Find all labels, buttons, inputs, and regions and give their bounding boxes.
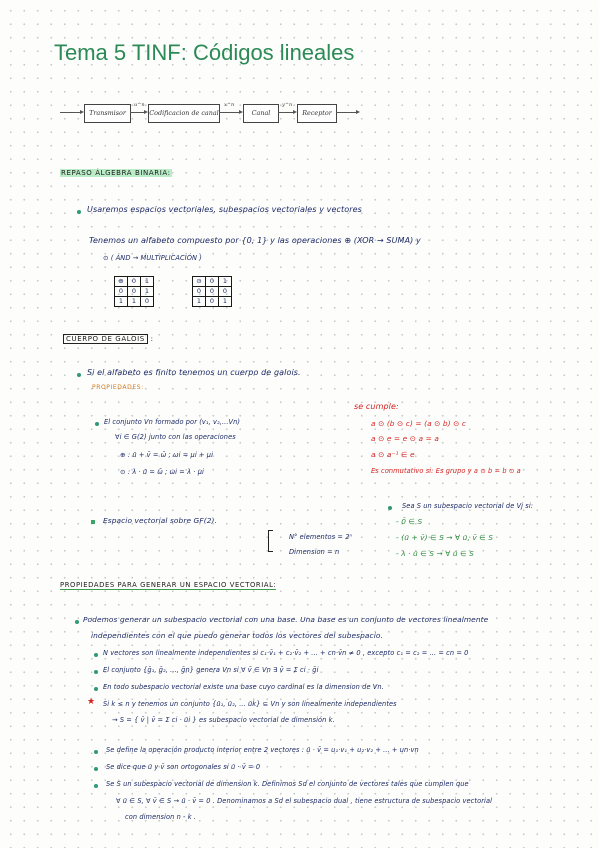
bullet-icon [95, 422, 99, 426]
diagram-block-codificacion: Codificacion de canal [148, 104, 220, 123]
brace-icon [268, 530, 273, 552]
galois-line-1: Si el alfabeto es finito tenemos un cuerpo de galois. [87, 368, 301, 377]
base-cardinal: En todo subespacio vectorial existe una base cuyo cardinal es la dimension de Vn. [103, 683, 384, 691]
star-icon: ★ [87, 697, 96, 707]
link-label-xn: x^n [224, 102, 235, 108]
n-elementos: N° elementos = 2ⁿ [289, 533, 353, 541]
bullet-icon [91, 520, 95, 524]
si-k-menor-n: Si k ≤ n y tenemos un conjunto {ū₁, ū₂, ... ūk} ⊆ Vn y son linealmente independientes [103, 700, 397, 708]
bullet-icon [94, 687, 98, 691]
bullet-icon [77, 373, 81, 377]
lin-indep: N vectores son linealmente independientes si c₁·v̄₁ + c₂·v̄₂ + ... + cn·v̄n ≠ 0 , excepto c₁ = c₂ = ... = cn = 0 [103, 649, 469, 657]
bullet-icon [94, 670, 98, 674]
diagram-block-receptor: Receptor [297, 104, 337, 123]
subespacio-intro: Sea S un subespacio vectorial de Vj si: [402, 502, 534, 510]
bullet-icon [75, 620, 79, 624]
page-title: Tema 5 TINF: Códigos lineales [54, 40, 355, 65]
subespacio-cond-2: - (ū + v̄) ∈ S → ∀ ū, v̄ ∈ S [396, 533, 494, 542]
section-heading-propiedades: PROPIEDADES PARA GENERAR UN ESPACIO VECTORIAL: [60, 581, 277, 589]
bullet-icon [94, 653, 98, 657]
base-line-a: Podemos generar un subespacio vectorial con una base. Una base es un conjunto de vectores linealmente [83, 615, 489, 624]
op-mul: ⊙ : λ · ū = ω̄ ; ωi = λ · μi [120, 468, 204, 476]
bullet-icon [94, 767, 98, 771]
s-dimension-k: → S = { v̄ | v̄ = Σ ci · ūi } es subespacio vectorial de dimensión k. [112, 716, 335, 724]
link-label-un: u^n [134, 102, 145, 108]
diagram-block-transmisor: Transmisor [84, 104, 131, 123]
communication-diagram [60, 101, 360, 125]
dual-line-c: con dimension n - k . [125, 813, 197, 821]
dimension: Dimension = n [289, 548, 340, 556]
bullet-icon [388, 506, 392, 510]
section-heading-galois: CUERPO DE GALOIS : [63, 335, 154, 343]
dual-line-b: ∀ ū ∈ S, ∀ v̄ ∈ S → ū · v̄ = 0 . Denominamos a Sd el subespacio dual , tiene estructura de subespacio vectorial [116, 797, 493, 805]
producto-interior: Se define la operación producto interior entre 2 vectores : ū · v̄ = u₁·v₁ + u₂·v₂ + ... + un·vn [106, 746, 419, 754]
subespacio-cond-3: - λ · ū ∈ S → ∀ ū ∈ S [396, 549, 474, 558]
diagram-block-canal: Canal [243, 104, 279, 123]
conjunto-line-1: El conjunto Vn formado por (v₁, v₂,...Vn) [104, 418, 241, 426]
algebra-line-2b: ⊙ ( AND → MULTIPLICACIÓN ) [103, 254, 202, 262]
ortogonales: Se dice que ū y v̄ son ortogonales si ū · v̄ = 0 [106, 763, 261, 771]
genera-vn: El conjunto {ḡ₁, ḡ₂, ..., ḡn} genera Vn si ∀ v̄ ∈ Vn ∃ v̄ = Σ ci · ḡi [103, 666, 319, 674]
espacio-vectorial: Espacio vectorial sobre GF(2). [103, 516, 217, 525]
rule-2: a ⊙ e = e ⊙ a = a [371, 434, 439, 443]
algebra-line-2a: Tenemos un alfabeto compuesto por {0, 1} y las operaciones ⊕ (XOR → SUMA) y [89, 236, 421, 245]
rule-3: a ⊙ a⁻¹ ∈ e [371, 450, 415, 459]
conjunto-line-2: ∀i ∈ G(2) junto con las operaciones [115, 433, 236, 441]
subespacio-cond-1: - 0̄ ∈ S [396, 517, 423, 526]
bullet-icon [77, 210, 81, 214]
algebra-line-1: Usaremos espacios vectoriales, subespacios vectoriales y vectores [87, 205, 362, 214]
props-label: PROPIEDADES: [92, 384, 144, 391]
op-sum: ⊕ : ū + v̄ = ω̄ ; ωi = μi + μi [120, 451, 214, 459]
section-heading-algebra: REPASO ÁLGEBRA BINARIA: [61, 169, 171, 177]
rule-1: a ⊙ (b ⊙ c) = (a ⊙ b) ⊙ c [371, 419, 467, 428]
xor-table: ⊕ 0 1 0 0 1 1 1 0 [114, 276, 154, 307]
bullet-icon [94, 784, 98, 788]
dual-line-a: Se S un subespacio vectorial de dimension k. Definimos Sd el conjunto de vectores tales que cumplen que [106, 780, 469, 788]
rule-4: Es conmutativo si: Es grupo y a ⊙ b = b ⊙ a [371, 467, 521, 475]
bullet-icon [94, 750, 98, 754]
and-table: ⊙ 0 1 0 0 0 1 0 1 [192, 276, 232, 307]
base-line-b: independientes con el que puedo generar todos los vectores del subespacio. [91, 631, 383, 640]
se-cumple: se cumple: [354, 402, 399, 411]
link-label-yn: y^n [282, 102, 293, 108]
